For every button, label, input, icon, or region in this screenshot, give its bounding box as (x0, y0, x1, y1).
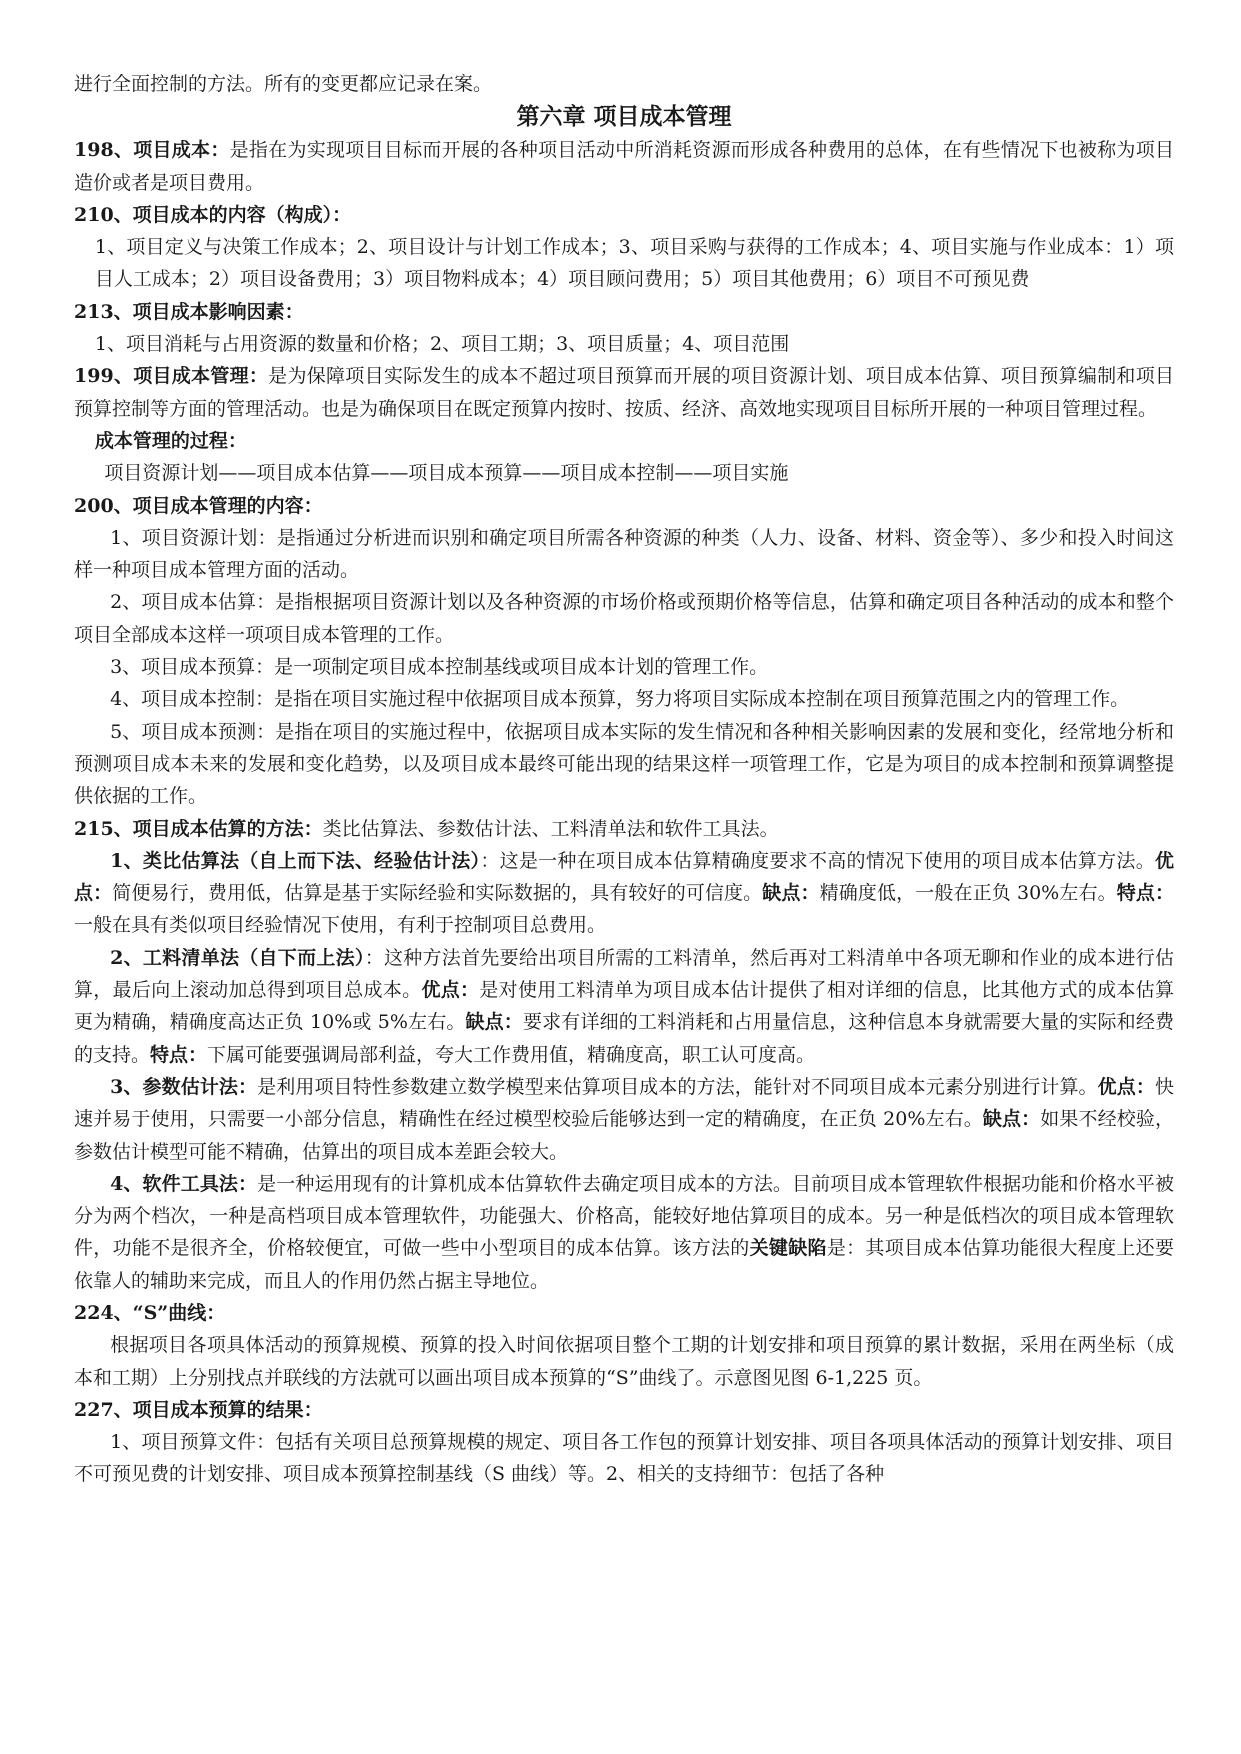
section-215-text: 类比估算法、参数估计法、工料清单法和软件工具法。 (322, 817, 779, 840)
section-200-item: 1、项目资源计划：是指通过分析进而识别和确定项目所需各种资源的种类（人力、设备、材料、资金等）、多少和投入时间这样一种项目成本管理方面的活动。 (74, 526, 1174, 582)
process-flow: 项目资源计划——项目成本估算——项目成本预算——项目成本控制——项目实施 (104, 462, 789, 485)
advantage-text: 快速并易于使用，只需要一小部分信息，精确性在经过模型校验后能够达到一定的精确度，在正负 20%左右。 (74, 1075, 1174, 1131)
key-defect-label: 关键缺陷 (749, 1237, 827, 1260)
section-199-text: 是为保障项目实际发生的成本不超过项目预算而开展的项目资源计划、项目成本估算、项目预算编制和项目预算控制等方面的管理活动。也是为确保项目在既定预算内按时、按质、经济、高效地实现项目目标所开展的一种项目管理过程。 (74, 365, 1174, 420)
process-heading: 成本管理的过程： (94, 429, 247, 452)
chapter-title: 第六章 项目成本管理 (516, 103, 732, 131)
feature-label: 特点： (150, 1043, 208, 1066)
section-199 (74, 360, 1174, 425)
section-200-item: 4、项目成本控制：是指在项目实施过程中依据项目成本预算，努力将项目实际成本控制在项目预算范围之内的管理工作。 (110, 688, 1130, 711)
section-224-text: 根据项目各项具体活动的预算规模、预算的投入时间依据项目整个工期的计划安排和项目预算的累计数据，采用在两坐标（成本和工期）上分别找点并联线的方法就可以画出项目成本预算的“S”曲线了。示意图见图 6-1,225 页。 (74, 1334, 1174, 1389)
feature-label: 特点： (1116, 882, 1174, 905)
section-200-item: 2、项目成本估算：是指根据项目资源计划以及各种资源的市场价格或预期价格等信息，估算和确定项目各种活动的成本和整个项目全部成本这样一项项目成本管理的工作。 (74, 591, 1174, 646)
method-heading: 4、软件工具法： (110, 1172, 258, 1195)
method-heading: 2、工料清单法（自下而上法） (110, 946, 365, 969)
disadvantage-text: 如果不经校验，参数估计模型可能不精确，估算出的项目成本差距会较大。 (74, 1108, 1174, 1163)
method-text: 是利用项目特性参数建立数学模型来估算项目成本的方法，能针对不同项目成本元素分别进行计算。 (257, 1075, 1098, 1098)
method-heading: 3、参数估计法： (110, 1075, 258, 1098)
section-200-item: 3、项目成本预算：是一项制定项目成本控制基线或项目成本计划的管理工作。 (110, 656, 769, 679)
feature-text: 下属可能要强调局部利益，夸大工作费用值，精确度高，职工认可度高。 (207, 1043, 816, 1066)
method-software (74, 1168, 1174, 1297)
disadvantage-label: 缺点： (465, 1011, 523, 1034)
disadvantage-label: 缺点： (762, 882, 820, 905)
disadvantage-text: 精确度低，一般在正负 30%左右。 (819, 882, 1117, 905)
section-210-text: 1、项目定义与决策工作成本；2、项目设计与计划工作成本；3、项目采购与获得的工作成本；4、项目实施与作业成本：1）项目人工成本；2）项目设备费用；3）项目物料成本；4）项目顾问费用；5）项目其他费用；6）项目不可预见费 (94, 236, 1174, 291)
disadvantage-label: 缺点： (982, 1108, 1041, 1131)
section-227-heading: 227、项目成本预算的结果： (74, 1398, 323, 1421)
key-defect-text: 是：其项目成本估算功能很大程度上还要依靠人的辅助来完成，而且人的作用仍然占据主导地位。 (74, 1237, 1174, 1292)
section-215 (74, 813, 1174, 845)
section-213-heading: 213、项目成本影响因素： (74, 300, 304, 323)
section-198-heading: 198、项目成本： (74, 139, 230, 162)
section-200-heading: 200、项目成本管理的内容： (74, 494, 323, 517)
method-text: 是一种运用现有的计算机成本估算软件去确定项目成本的方法。目前项目成本管理软件根据功能和价格水平被分为两个档次，一种是高档项目成本管理软件，功能强大、价格高，能较好地估算项目的成本。另一种是低档次的项目成本管理软件，功能不是很齐全，价格较便宜，可做一些中小型项目的成本估算。该方法的 (74, 1172, 1174, 1260)
method-text: ：这种方法首先要给出项目所需的工料清单，然后再对工料清单中各项无聊和作业的成本进行估算，最后向上滚动加总得到项目总成本。 (74, 946, 1174, 1002)
advantage-label: 优点： (421, 979, 480, 1002)
method-parametric (74, 1071, 1174, 1168)
advantage-label: 优点： (74, 849, 1174, 905)
section-198-text: 是指在为实现项目目标而开展的各种项目活动中所消耗资源而形成各种费用的总体，在有些情况下也被称为项目造价或者是项目费用。 (74, 139, 1174, 194)
section-215-heading: 215、项目成本估算的方法： (74, 817, 323, 840)
section-213-text: 1、项目消耗与占用资源的数量和价格；2、项目工期；3、项目质量；4、项目范围 (94, 333, 790, 356)
section-198 (74, 134, 1174, 199)
method-bottom-up (74, 942, 1174, 1071)
advantage-text: 是对使用工料清单为项目成本估计提供了相对详细的信息，比其他方式的成本估算更为精确，精确度高达正负 10%或 5%左右。 (74, 979, 1174, 1034)
method-heading: 1、类比估算法（自上而下法、经验估计法） (110, 849, 481, 872)
document-page (74, 68, 1174, 1491)
feature-text: 一般在具有类似项目经验情况下使用，有利于控制项目总费用。 (74, 914, 607, 937)
section-227-text: 1、项目预算文件：包括有关项目总预算规模的规定、项目各工作包的预算计划安排、项目各项具体活动的预算计划安排、项目不可预见费的计划安排、项目成本预算控制基线（S 曲线）等。2、相关的支持细节：包括了各种 (74, 1431, 1174, 1486)
section-199-heading: 199、项目成本管理： (74, 365, 269, 388)
section-200-item: 5、项目成本预测：是指在项目的实施过程中，依据项目成本实际的发生情况和各种相关影响因素的发展和变化，经常地分析和预测项目成本未来的发展和变化趋势，以及项目成本最终可能出现的结果这样一项管理工作，它是为项目的成本控制和预算调整提供依据的工作。 (74, 720, 1174, 808)
advantage-text: 简便易行，费用低，估算是基于实际经验和实际数据的，具有较好的可信度。 (112, 882, 763, 905)
disadvantage-text: 要求有详细的工料消耗和占用量信息，这种信息本身就需要大量的实际和经费的支持。 (74, 1011, 1174, 1066)
section-210-heading: 210、项目成本的内容（构成）： (74, 203, 352, 226)
carryover-paragraph: 进行全面控制的方法。所有的变更都应记录在案。 (74, 73, 493, 95)
advantage-label: 优点： (1097, 1075, 1155, 1098)
section-224-heading: 224、“S”曲线： (74, 1301, 226, 1324)
method-text: ：这是一种在项目成本估算精确度要求不高的情况下使用的项目成本估算方法。 (480, 849, 1155, 872)
method-analogous (74, 845, 1174, 942)
